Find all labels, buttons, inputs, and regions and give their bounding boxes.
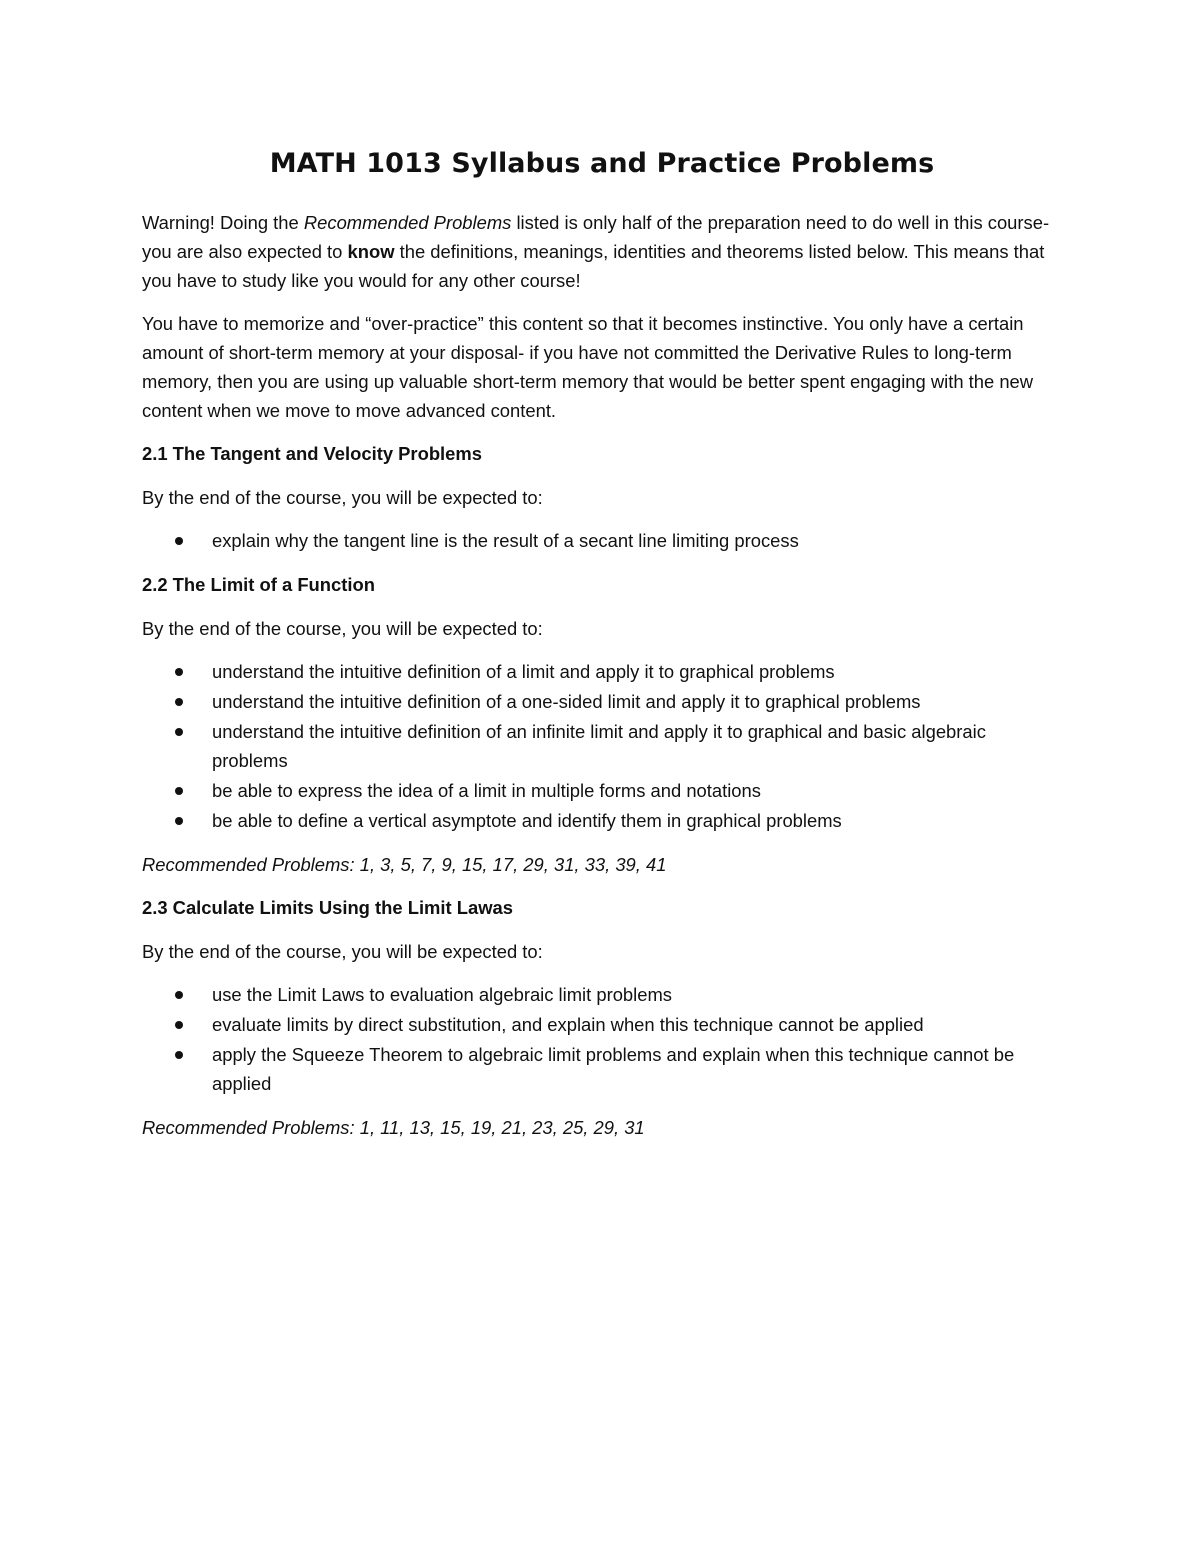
list-item: evaluate limits by direct substitution, and explain when this technique cannot be applied xyxy=(142,1010,1062,1039)
page-title: MATH 1013 Syllabus and Practice Problems xyxy=(269,148,935,179)
list-item: understand the intuitive definition of a one-sided limit and apply it to graphical problems xyxy=(142,687,1062,716)
section-heading-2-1: 2.1 The Tangent and Velocity Problems xyxy=(142,443,482,464)
list-item: use the Limit Laws to evaluation algebraic limit problems xyxy=(142,980,1062,1009)
list-item: be able to define a vertical asymptote and identify them in graphical problems xyxy=(142,806,1062,835)
list-item: explain why the tangent line is the result of a secant line limiting process xyxy=(142,526,1062,555)
bullet-icon xyxy=(175,728,183,736)
bullet-icon xyxy=(175,698,183,706)
bullet-icon xyxy=(175,991,183,999)
objectives-list-2-3 xyxy=(142,980,1062,1098)
list-item: understand the intuitive definition of a limit and apply it to graphical problems xyxy=(142,657,1062,686)
bullet-icon xyxy=(175,787,183,795)
bullet-icon xyxy=(175,1051,183,1059)
list-item: understand the intuitive definition of an infinite limit and apply it to graphical and basic algebraic problems xyxy=(142,717,1062,775)
section-lead-2-2: By the end of the course, you will be expected to: xyxy=(142,618,543,639)
warning-know-emphasis: know xyxy=(347,241,395,262)
objectives-list-2-1 xyxy=(142,526,1062,555)
bullet-icon xyxy=(175,537,183,545)
section-lead-2-1: By the end of the course, you will be expected to: xyxy=(142,487,543,508)
list-item: apply the Squeeze Theorem to algebraic limit problems and explain when this technique cannot be applied xyxy=(142,1040,1062,1098)
memorize-paragraph: You have to memorize and “over-practice” this content so that it becomes instinctive. You only have a certain amount of short-term memory at your disposal- if you have not committed the Derivative Rules to long-term memory, then you are using up valuable short-term memory that would be better spent engaging with the new content when we move to move advanced content. xyxy=(142,313,1034,421)
recommended-problems-2-2: Recommended Problems: 1, 3, 5, 7, 9, 15, 17, 29, 31, 33, 39, 41 xyxy=(142,854,667,875)
recommended-problems-2-3: Recommended Problems: 1, 11, 13, 15, 19, 21, 23, 25, 29, 31 xyxy=(142,1117,645,1138)
warning-middle: listed is only half of the preparation need to do well in this course- you are also expected to xyxy=(142,212,1050,262)
section-lead-2-3: By the end of the course, you will be expected to: xyxy=(142,941,543,962)
objectives-list-2-2 xyxy=(142,657,1062,835)
warning-prefix: Warning! Doing the xyxy=(142,212,304,233)
warning-paragraph xyxy=(142,208,1062,295)
warning-suffix: the definitions, meanings, identities and theorems listed below. This means that you have to study like you would for any other course! xyxy=(142,241,1045,291)
section-heading-2-3: 2.3 Calculate Limits Using the Limit Lawas xyxy=(142,897,513,918)
bullet-icon xyxy=(175,817,183,825)
warning-recommended-emphasis: Recommended Problems xyxy=(303,212,512,233)
bullet-icon xyxy=(175,668,183,676)
document-page xyxy=(142,140,1062,1156)
list-item: be able to express the idea of a limit in multiple forms and notations xyxy=(142,776,1062,805)
bullet-icon xyxy=(175,1021,183,1029)
section-heading-2-2: 2.2 The Limit of a Function xyxy=(142,574,375,595)
